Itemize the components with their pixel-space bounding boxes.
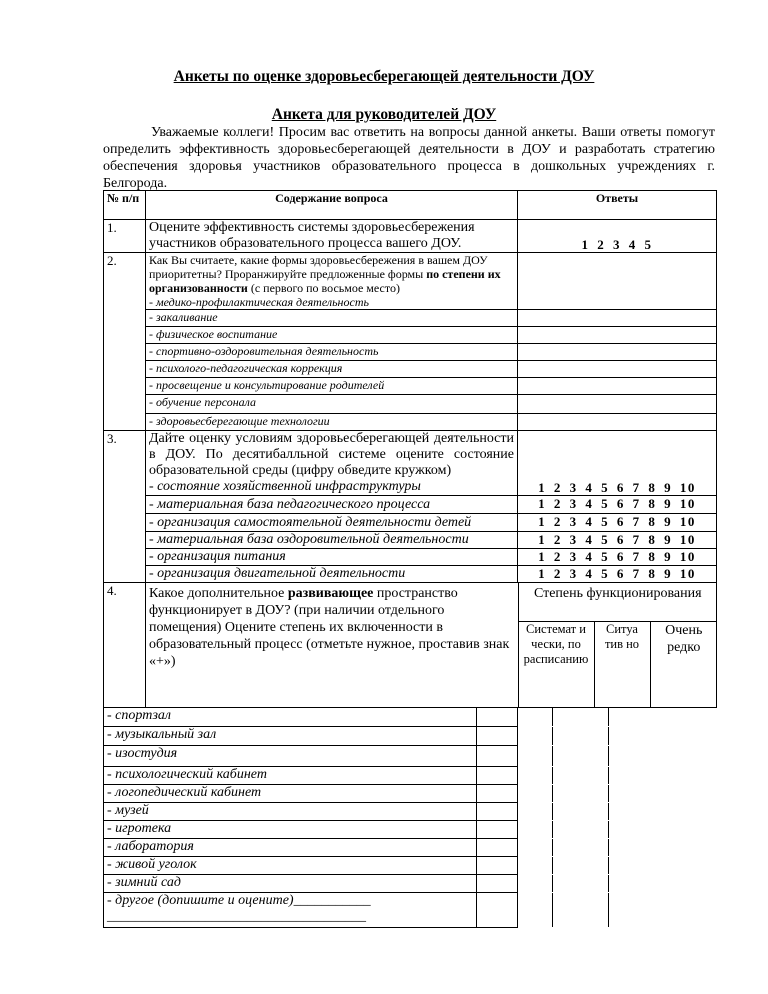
q2-answer-cell[interactable] xyxy=(518,327,717,344)
q4-mark-cell[interactable] xyxy=(608,708,675,726)
q4-item-label: - музей xyxy=(104,803,476,820)
q3-scale[interactable]: 1 2 3 4 5 6 7 8 9 10 xyxy=(518,532,717,549)
q4-col-situational: Ситуа тив но xyxy=(594,622,650,708)
q4-blank-line[interactable]: _____________________________________ xyxy=(107,909,366,924)
q3-scale[interactable]: 1 2 3 4 5 6 7 8 9 10 xyxy=(518,549,717,566)
q2-item: - психолого-педагогическая коррекция xyxy=(146,361,518,378)
header-answers: Ответы xyxy=(518,191,717,220)
q2-item: - спортивно-оздоровительная деятельность xyxy=(146,344,518,361)
q4-mark-cell[interactable] xyxy=(608,839,675,856)
header-num: № п/п xyxy=(104,191,146,220)
q4-text-b: пространство функционирует в ДОУ? (при наличии отдельного помещения) Оцените степень их включенности в образовательный процесс (отметьте нужное, проставив знак «+») xyxy=(149,586,510,669)
q4-mark-cell[interactable] xyxy=(608,727,675,745)
q4-mark-cell[interactable] xyxy=(476,727,552,745)
document-title: Анкеты по оценке здоровьесберегающей деятельности ДОУ xyxy=(173,68,595,85)
q4-mark-cell[interactable] xyxy=(608,746,675,766)
q4-mark-cell[interactable] xyxy=(552,785,608,802)
q4-degree-header: Степень функционирования xyxy=(518,583,717,622)
q4-mark-cell[interactable] xyxy=(476,767,552,784)
q3-item: - состояние хозяйственной инфраструктуры xyxy=(149,479,421,494)
q3-scale[interactable]: 1 2 3 4 5 6 7 8 9 10 xyxy=(518,496,717,514)
question-4-row xyxy=(104,583,717,708)
q4-item-row xyxy=(104,893,717,928)
q4-col-systematic: Системат и чески, по расписанию xyxy=(518,622,594,708)
q2-item: - медико-профилактическая деятельность xyxy=(149,295,369,309)
question-3-text xyxy=(146,431,518,496)
question-number: 1. xyxy=(104,220,146,253)
q4-mark-cell[interactable] xyxy=(552,839,608,856)
header-content: Содержание вопроса xyxy=(146,191,518,220)
q4-item-row xyxy=(104,767,717,785)
q4-mark-cell[interactable] xyxy=(476,785,552,802)
q2-text-b: (с первого по восьмое место) xyxy=(247,281,400,295)
q4-item-label: - лаборатория xyxy=(104,839,476,856)
q4-mark-cell[interactable] xyxy=(476,839,552,856)
q4-text-bold: развивающее xyxy=(287,586,374,601)
q4-item-label: - изостудия xyxy=(104,746,476,766)
q1-scale[interactable]: 1 2 3 4 5 xyxy=(518,220,717,253)
question-1-row xyxy=(104,220,717,253)
q4-mark-cell[interactable] xyxy=(608,803,675,820)
q4-item-row xyxy=(104,803,717,821)
q3-item: - организация питания xyxy=(146,549,518,566)
q4-item-label: - логопедический кабинет xyxy=(104,785,476,802)
q4-item-row xyxy=(104,746,717,767)
q3-item: - организация самостоятельной деятельности детей xyxy=(146,514,518,532)
q4-mark-cell[interactable] xyxy=(552,821,608,838)
question-number: 4. xyxy=(104,583,146,708)
q2-item: - обучение персонала xyxy=(146,395,518,414)
q2-answer-cell[interactable] xyxy=(518,310,717,327)
q4-item-row xyxy=(104,727,717,746)
q3-scale[interactable]: 1 2 3 4 5 6 7 8 9 10 xyxy=(518,514,717,532)
q4-item-label: - спортзал xyxy=(104,708,476,726)
question-1-text: Оцените эффективность системы здоровьесбережения участников образовательного процесса вашего ДОУ. xyxy=(146,220,518,253)
q4-item-row xyxy=(104,708,717,727)
q3-scale[interactable]: 1 2 3 4 5 6 7 8 9 10 xyxy=(518,431,717,496)
q4-item-label: - музыкальный зал xyxy=(104,727,476,745)
q4-mark-cell[interactable] xyxy=(608,785,675,802)
q4-mark-cell[interactable] xyxy=(552,767,608,784)
q2-answer-cell[interactable] xyxy=(518,344,717,361)
question-number: 3. xyxy=(104,431,146,583)
q2-answer-cell[interactable] xyxy=(518,378,717,395)
q4-item-label: - живой уголок xyxy=(104,857,476,874)
questionnaire-table xyxy=(103,190,717,928)
q4-item-row xyxy=(104,875,717,893)
q4-item-row xyxy=(104,821,717,839)
q4-item-row xyxy=(104,785,717,803)
q4-mark-cell[interactable] xyxy=(476,875,552,892)
q2-answer-cell[interactable] xyxy=(518,414,717,431)
q2-item: - физическое воспитание xyxy=(146,327,518,344)
q4-item-row xyxy=(104,857,717,875)
q4-mark-cell[interactable] xyxy=(476,857,552,874)
q3-text: Дайте оценку условиям здоровьесберегающей деятельности в ДОУ. По десятибалльной системе оцените состояние образовательной среды (цифру обведите кружком) xyxy=(149,431,514,478)
q2-answer-cell[interactable] xyxy=(518,253,717,310)
q4-mark-cell[interactable] xyxy=(608,875,675,892)
q4-mark-cell[interactable] xyxy=(552,727,608,745)
q3-scale[interactable]: 1 2 3 4 5 6 7 8 9 10 xyxy=(518,566,717,583)
q4-mark-cell[interactable] xyxy=(608,857,675,874)
question-2-text xyxy=(146,253,518,310)
q4-text-a: Какое дополнительное xyxy=(149,586,288,601)
q4-mark-cell[interactable] xyxy=(608,767,675,784)
q4-mark-cell[interactable] xyxy=(476,893,552,927)
question-number: 2. xyxy=(104,253,146,431)
question-2-row xyxy=(104,253,717,310)
q4-item-label: - зимний сад xyxy=(104,875,476,892)
q4-item-label: - игротека xyxy=(104,821,476,838)
q2-item: - здоровьесберегающие технологии xyxy=(146,414,518,431)
q4-header-table xyxy=(146,583,717,707)
q4-mark-cell[interactable] xyxy=(552,708,608,726)
q4-mark-cell[interactable] xyxy=(552,857,608,874)
q2-answer-cell[interactable] xyxy=(518,395,717,414)
q3-item: - материальная база оздоровительной деятельности xyxy=(146,532,518,549)
intro-paragraph: Уважаемые коллеги! Просим вас ответить на вопросы данной анкеты. Ваши ответы помогут определить эффективность здоровьесберегающей деятельности в ДОУ и разработать стратегию обеспечения здоровья участников образовательного процесса в дошкольных учреждениях г. Белгорода. xyxy=(103,125,715,191)
q4-mark-cell[interactable] xyxy=(608,821,675,838)
q4-item-label: - психологический кабинет xyxy=(104,767,476,784)
question-4-text xyxy=(146,583,518,707)
q4-mark-cell[interactable] xyxy=(476,821,552,838)
q4-mark-cell[interactable] xyxy=(552,875,608,892)
q2-text-a: Как Вы считаете, какие формы здоровьесбережения в вашем ДОУ приоритетны? Проранжируйте предложенные формы xyxy=(149,253,488,281)
question-3-row xyxy=(104,431,717,496)
q2-text-bold: по степени их организованности xyxy=(149,267,501,295)
q4-item-row xyxy=(104,839,717,857)
q3-item: - организация двигательной деятельности xyxy=(146,566,518,583)
q4-block xyxy=(146,583,717,708)
q4-mark-cell[interactable] xyxy=(608,893,675,927)
q2-answer-cell[interactable] xyxy=(518,361,717,378)
table-header-row xyxy=(104,191,717,220)
q4-col-rarely: Очень редко xyxy=(665,623,703,655)
q2-item: - закаливание xyxy=(146,310,518,327)
q4-mark-cell[interactable] xyxy=(552,803,608,820)
q4-mark-cell[interactable] xyxy=(552,893,608,927)
q2-item: - просвещение и консультирование родителей xyxy=(146,378,518,395)
questionnaire-subtitle: Анкета для руководителей ДОУ xyxy=(271,106,497,123)
q4-item-label: - другое (допишите и оцените)___________ _____________________________________ xyxy=(104,893,476,927)
q4-mark-cell[interactable] xyxy=(476,708,552,726)
q3-item: - материальная база педагогического процесса xyxy=(146,496,518,514)
q4-mark-cell[interactable] xyxy=(476,803,552,820)
q4-mark-cell[interactable] xyxy=(552,746,608,766)
q4-mark-cell[interactable] xyxy=(476,746,552,766)
